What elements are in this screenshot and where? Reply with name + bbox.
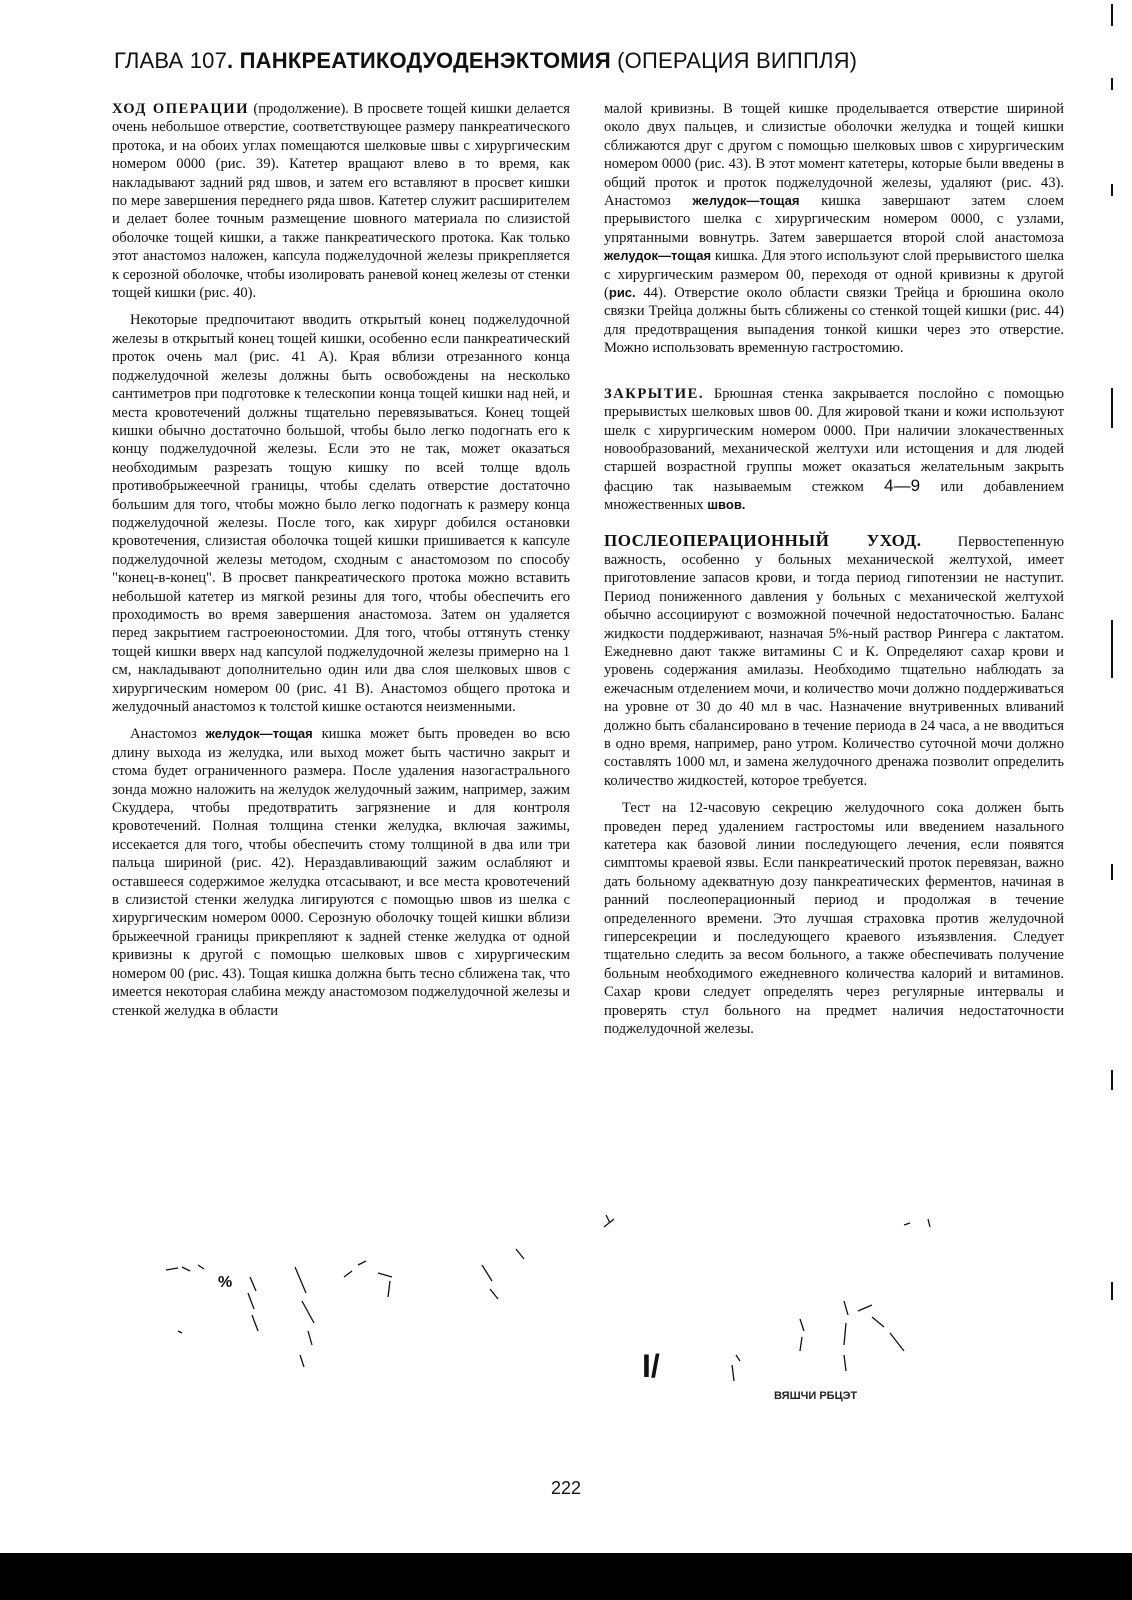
paragraph-text: Анастомоз [130, 726, 206, 743]
scan-bottom-border [0, 1553, 1132, 1600]
term-gastro-jejunal: желудок—тощая [604, 248, 712, 264]
paragraph-postoperative-care [604, 532, 1064, 791]
section-heading-postoperative: ПОСЛЕОПЕРАЦИОННЫЙ УХОД. [604, 530, 922, 550]
figure-reference: рис. [608, 285, 636, 301]
section-heading-operation: ХОД ОПЕРАЦИИ [112, 101, 249, 117]
scan-edge-marks [1100, 0, 1120, 1400]
right-column [604, 100, 1064, 1048]
edge-mark-strokes [1100, 0, 1120, 1400]
paragraph-gastric-secretion-test: Тест на 12-часовую секрецию желудочного сока должен быть проведен перед удалением гастростомы или введением назального катетера как базовой линии последующего лечения, если появятся симптомы краевой язвы. Если панкреатический проток перевязан, важно дать больному адекватную дозу панкреатических ферментов, начиная в ранний послеоперационный период и продолжая в течение определенного времени. Это лучшая страховка против желудочной гиперсекреции и последующего краевого изъязвления. Следует тщательно следить за весом больного, а также обеспечивать получение больным необходимого ежедневного количества калорий и витаминов. Сахар крови следует определять через регулярные интервалы и проверять стул больного на предмет наличия недостаточности поджелудочной железы. [604, 800, 1064, 1038]
chapter-header [114, 48, 1014, 74]
mirrored-caption: ВЯШЧИ РБЦЭТ [774, 1390, 858, 1402]
paragraph-text: Первостепенную важность, особенно у больных механической желтухой, имеет приготовление запасов крови, и тогда период гипотензии не наступит. Период пониженного давления у больных с механической желтухой обычно ассоциируют с возможной почечной недостаточностью. Баланс жидкости поддерживают, назначая 5%-ный раствор Рингера с лактатом. Ежедневно дают также витамины С и К. Определяют сахар крови и уровень содержания амилазы. Необходимо тщательно наблюдать за ежечасным отделением мочи, и количество мочи должно поддерживаться на уровне от 30 до 40 мл в час. Назначение внутривенных вливаний должно быть сбалансировано в течение периода в 24 часа, а не вводиться в одно время, например, рано утром. Количество суточной мочи должно составлять 1000 мл, и замена желудочного дренажа позволит определить количество жидкостей, которое требуется. [604, 533, 1065, 789]
term-gastro-jejunal: желудок—тощая [692, 193, 800, 209]
paragraph-text: малой кривизны. В тощей кишке проделывается отверстие шириной около двух пальцев, и слизистые оболочки желудка и тощей кишки сближаются друг с другом с помощью шелковых швов с хирургическим номером 0000 (рис. 43). В этот момент катетеры, которые были введены в общий проток и проток поджелудочной железы, удаляют (рис. 43). Анастомоз [604, 101, 1064, 210]
page-number: 222 [550, 1478, 582, 1498]
paragraph-closure [604, 385, 1064, 515]
slash-mark: I/ [642, 1348, 660, 1384]
chapter-title: ПАНКРЕАТИКОДУОДЕНЭКТОМИЯ [239, 48, 611, 73]
paragraph-gastrojejunal-anastomosis [112, 725, 570, 1020]
left-column [112, 100, 570, 1029]
section-heading-closure: ЗАКРЫТИЕ. [604, 385, 705, 402]
paragraph-text: (продолжение). В просвете тощей кишки делается очень небольшое отверстие, соответствующее размеру панкреатического протока, и на обоих углах помещаются шелковые швы с хирургическим номером 0000 (рис. 39). Катетер вращают влево в то время, как накладывают задний ряд швов, и затем его вставляют в просвет кишки по мере завершения переднего ряда швов. Катетер служит расширителем и делает более точным размещение шовного материала по слизистой оболочке тощей кишки, а также панкреатического протока. Как только этот анастомоз наложен, капсула поджелудочной железы прикрепляется к серозной оболочке, чтобы изолировать раневой конец железы от стенки тощей кишки (рис. 40). [112, 101, 570, 302]
paragraph-alternative-technique: Некоторые предпочитают вводить открытый конец поджелудочной железы в открытый конец тощей кишки, особенно если панкреатический проток очень мал (рис. 41 А). Края вблизи отрезанного конца поджелудочной железы должны быть освобождены на несколько сантиметров при подготовке к телескопии конца тощей кишки над ней, и места кровотечений должны тщательно перевязываться. Конец тощей кишки обычно достаточно большой, чтобы было легко подогнать его к концу поджелудочной железы. Если это не так, может оказаться необходимым разрезать тощую кишку по всей толще вдоль противобрыжеечной границы, чтобы сделать отверстие достаточно большим для того, чтобы можно было легко подогнать к размеру конца поджелудочной железы. После того, как хирург добился остановки кровотечения, слизистая оболочка тощей кишки пришивается к капсуле поджелудочной железы методом, сходным с анастомозом по способу "конец-в-конец". В просвет панкреатического протока можно вставить небольшой катетер из мягкой резины для того, чтобы обеспечить его проходимость во время завершения анастомоза. Затем он удаляется перед закрытием гастроеюностомии. Для того, чтобы оттянуть стенку тощей кишки вверх над капсулой поджелудочной железы примерно на 1 см, накладывают дополнительно один или два слоя шелковых швов с хирургическим номером 00 (рис. 41 В). Анастомоз общего протока и желудочный анастомоз к толстой кишке остаются неизменными. [112, 312, 570, 715]
illustration-remnants [120, 1205, 1080, 1445]
paragraph-text: кишка завершают затем слоем прерывистого шелка с хирургическим номером 0000, с узлами, упрятанными вовнутрь. Затем завершается второй слой анастомоза [604, 193, 1065, 246]
chapter-subtitle: (ОПЕРАЦИЯ ВИППЛЯ) [617, 48, 858, 73]
paragraph-text: 44). Отверстие около области связки Трейца и брюшина около связки Трейца должны быть сближены со стенкой тощей кишки (рис. 44) для предотвращения выпадения тонкой кишки через это отверстие. Можно использовать временную гастростомию. [604, 285, 1064, 357]
faded-illustration [120, 1205, 1080, 1445]
chapter-label: ГЛАВА 107 [114, 48, 228, 73]
paragraph-text: или добавлением множественных [604, 478, 1064, 514]
closing-word: швов. [707, 497, 746, 513]
term-gastro-jejunal: желудок—тощая [205, 726, 313, 742]
paragraph-operation-course [112, 100, 570, 302]
paragraph-text: кишка может быть проведен во всю длину выхода из желудка, или выход может быть частично закрыт и стома будет ограниченного размера. После удаления назогастрального зонда можно наложить на желудок желудочный зажим, например, зажим Скуддера, чтобы предотвратить загрязнение и для контроля кровотечений. Полная толщина стенки желудка, включая зажимы, иссекается для того, чтобы обеспечить стому толщиной в два или три пальца шириной (рис. 42). Нераздавливающий зажим ослабляют и оставшееся содержимое желудка отсасывают, и все места кровотечений в слизистой стенки желудка лигируются с помощью швов из шелка с хирургическим номером 0000. Серозную оболочку тощей кишки вблизи брыжеечной границы прикрепляют к задней стенке желудка от одной кривизны к другой с помощью шелковых швов с хирургическим номером 00 (рис. 43). Тощая кишка должна быть тесно сближена так, что имеется некоторая слабина между анастомозом поджелудочной железы и стенкой желудка в области [112, 726, 570, 1019]
paragraph-text: кишка. Для этого используют слой прерывистого шелка с хирургическим размером 00, переходя от одной кривизны к другой ( [604, 248, 1064, 302]
stitch-label: 4—9 [884, 475, 921, 495]
paragraph-anastomosis-continued [604, 100, 1064, 358]
chapter-separator: . [227, 48, 234, 73]
percent-mark: % [218, 1274, 233, 1291]
paragraph-text: Брюшная стенка закрывается послойно с помощью прерывистых шелковых швов 00. Для жировой ткани и кожи используют шелк с хирургическим номером 0000. При наличии злокачественных новообразований, механической желтухи или истощения и для людей старшей возрастной группы может оказаться желательным закрыть фасцию так называемым стежком [604, 385, 1064, 495]
